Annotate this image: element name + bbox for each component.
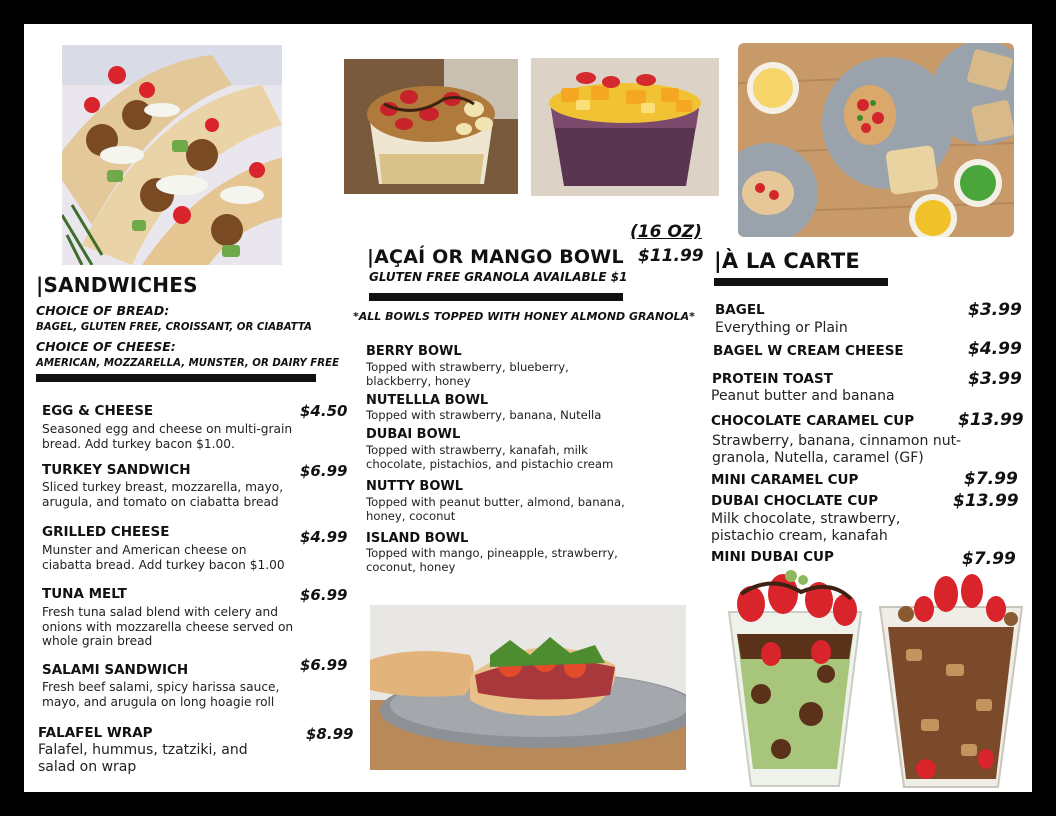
sandwich-name: TUNA MELT	[42, 586, 127, 602]
bowls-heading: |AÇAÍ OR MANGO BOWL	[367, 246, 624, 268]
bowl-desc: Topped with strawberry, banana, Nutella	[366, 408, 602, 422]
sandwich-name: TURKEY SANDWICH	[42, 462, 191, 478]
sandwiches-divider	[36, 374, 316, 382]
bread-choice-options: BAGEL, GLUTEN FREE, CROISSANT, OR CIABATTA	[36, 322, 312, 333]
sandwich-desc: Fresh beef salami, spicy harissa sauce, mayo, and arugula on long hoagie roll	[42, 680, 280, 709]
carte-desc: Strawberry, banana, cinnamon nut-granola, Nutella, caramel (GF)	[712, 433, 962, 466]
bowl-name: NUTTY BOWL	[366, 479, 463, 494]
carte-heading: |À LA CARTE	[714, 249, 860, 273]
carte-name: CHOCOLATE CARAMEL CUP	[711, 413, 915, 429]
carte-divider	[714, 278, 888, 286]
acai-bowl-photo	[344, 59, 518, 194]
carte-desc: Everything or Plain	[715, 320, 848, 336]
carte-desc: Milk chocolate, strawberry, pistachio cream, kanafah	[711, 511, 901, 544]
carte-price: $7.99	[962, 549, 1016, 569]
bowls-note: *ALL BOWLS TOPPED WITH HONEY ALMOND GRANOLA*	[353, 310, 695, 323]
falafel-wrap-photo	[62, 45, 282, 265]
chocolate-caramel-cup-photo	[721, 564, 869, 792]
carte-name: BAGEL W CREAM CHEESE	[713, 343, 904, 359]
sandwich-desc: Falafel, hummus, tzatziki, and salad on wrap	[38, 742, 248, 775]
carte-price: $13.99	[953, 491, 1019, 511]
carte-price: $3.99	[968, 369, 1022, 389]
sandwich-price: $6.99	[300, 586, 348, 604]
carte-spread-photo	[738, 43, 1014, 237]
mango-bowl-photo	[531, 58, 719, 196]
carte-name: PROTEIN TOAST	[712, 371, 833, 387]
carte-desc: Peanut butter and banana	[711, 388, 895, 404]
sandwich-price: $4.50	[300, 402, 348, 420]
bowl-name: ISLAND BOWL	[366, 531, 469, 546]
bread-choice-label: CHOICE OF BREAD:	[36, 303, 170, 318]
bowl-desc: Topped with peanut butter, almond, banana, honey, coconut	[366, 495, 625, 523]
bowl-size: (16 OZ)	[630, 222, 702, 242]
sandwich-desc: Fresh tuna salad blend with celery and onions with mozzarella cheese served on whole grain bread	[42, 605, 294, 648]
sandwich-price: $6.99	[300, 462, 348, 480]
salami-sandwich-photo	[370, 605, 686, 770]
sandwiches-heading: |SANDWICHES	[36, 273, 198, 297]
sandwich-desc: Munster and American cheese on ciabatta bread. Add turkey bacon $1.00	[42, 543, 285, 572]
sandwich-price: $4.99	[300, 528, 348, 546]
bowl-desc: Topped with strawberry, kanafah, milk chocolate, pistachios, and pistachio cream	[366, 443, 614, 471]
cheese-choice-options: AMERICAN, MOZZARELLA, MUNSTER, OR DAIRY FREE	[36, 358, 340, 369]
menu-page	[24, 24, 1032, 792]
dubai-chocolate-cup-photo	[876, 569, 1026, 792]
sandwich-name: EGG & CHEESE	[42, 403, 154, 419]
bowl-name: NUTELLLA BOWL	[366, 393, 489, 408]
sandwich-price: $6.99	[300, 656, 348, 674]
carte-name: MINI DUBAI CUP	[711, 549, 834, 565]
bowls-divider	[369, 293, 623, 301]
bowl-name: BERRY BOWL	[366, 344, 462, 359]
bowls-subheading: GLUTEN FREE GRANOLA AVAILABLE $1	[369, 270, 628, 284]
sandwich-name: GRILLED CHEESE	[42, 524, 170, 540]
bowl-desc: Topped with mango, pineapple, strawberry, coconut, honey	[366, 546, 618, 574]
carte-name: BAGEL	[715, 302, 765, 318]
carte-price: $13.99	[958, 410, 1024, 430]
sandwich-desc: Seasoned egg and cheese on multi-grain bread. Add turkey bacon $1.00.	[42, 422, 293, 451]
carte-price: $7.99	[964, 469, 1018, 489]
sandwich-price: $8.99	[306, 725, 354, 743]
carte-price: $4.99	[968, 339, 1022, 359]
carte-name: DUBAI CHOCLATE CUP	[711, 493, 879, 509]
sandwich-desc: Sliced turkey breast, mozzarella, mayo, arugula, and tomato on ciabatta bread	[42, 480, 284, 509]
sandwich-name: SALAMI SANDWICH	[42, 662, 189, 678]
sandwich-name: FALAFEL WRAP	[38, 725, 153, 741]
bowl-desc: Topped with strawberry, blueberry, blackberry, honey	[366, 360, 569, 388]
carte-price: $3.99	[968, 300, 1022, 320]
cheese-choice-label: CHOICE OF CHEESE:	[36, 339, 176, 354]
bowl-name: DUBAI BOWL	[366, 427, 461, 442]
bowl-price: $11.99	[638, 246, 704, 266]
carte-name: MINI CARAMEL CUP	[711, 472, 859, 488]
